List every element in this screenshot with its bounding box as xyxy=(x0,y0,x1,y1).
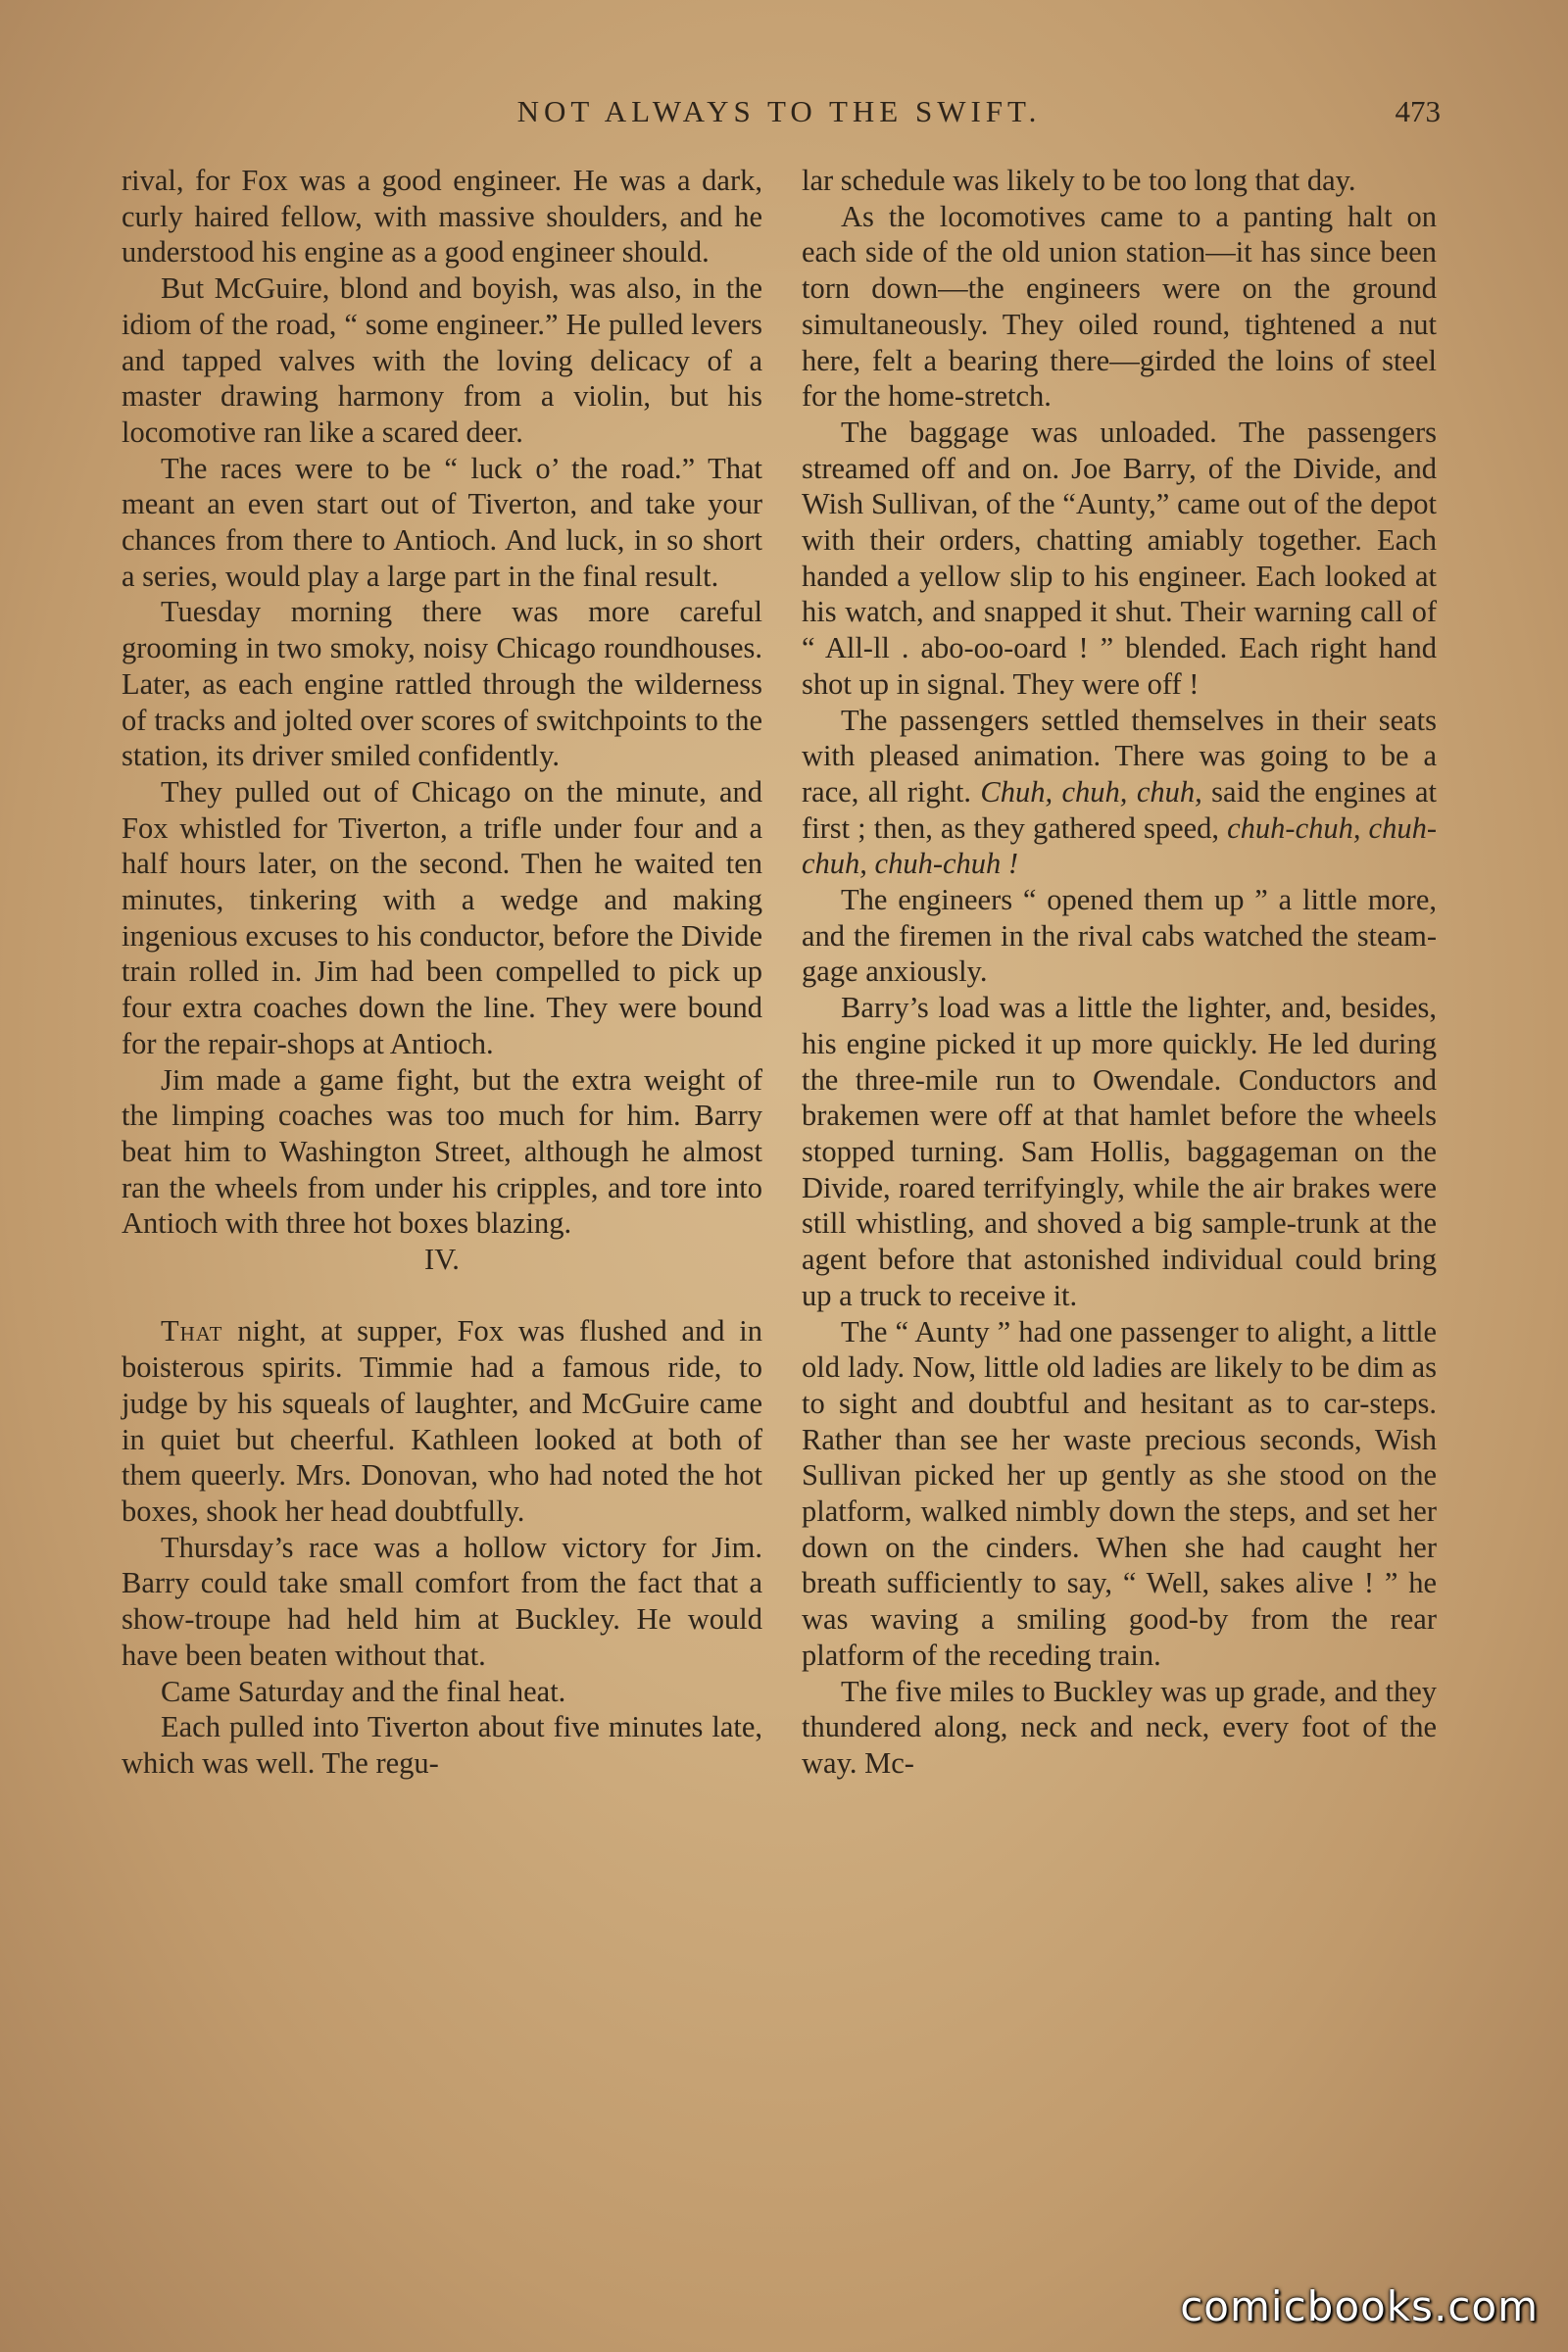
small-caps-lead: That xyxy=(161,1314,223,1348)
paragraph: The baggage was unloaded. The passengers streamed off and on. Joe Barry, of the Divide, and Wish Sullivan, of the “Aunty,” came out of the depot with their orders, chatting amiably together. Each handed a yellow slip to his engineer. Each looked at his watch, and snapped it shut. Their warning call of “ All-ll . abo-oo-oard ! ” blended. Each right hand shot up in signal. They were off ! xyxy=(802,415,1437,701)
paragraph: The engineers “ opened them up ” a little more, and the firemen in the rival cabs watched the steam-gage anxiously. xyxy=(802,883,1437,989)
paragraph: Tuesday morning there was more careful grooming in two smoky, noisy Chicago roundhouses. Later, as each engine rattled through the wilderness of tracks and jolted over scores of switchpoints to the station, its driver smiled confidently. xyxy=(122,595,762,773)
watermark: comicbooks.com xyxy=(1180,2282,1539,2330)
right-column xyxy=(802,163,1437,1782)
paragraph: As the locomotives came to a panting halt on each side of the old union station—it has since been torn down—the engineers were on the ground simultaneously. They oiled round, tightened a nut here, felt a bearing there—girded the loins of steel for the home-stretch. xyxy=(802,199,1437,414)
chapter-opening-paragraph xyxy=(122,1313,762,1529)
paragraph: The races were to be “ luck o’ the road.” That meant an even start out of Tiverton, and take your chances from there to Antioch. And luck, in so short a series, would play a large part in the final result. xyxy=(122,451,762,593)
running-title: NOT ALWAYS TO THE SWIFT. xyxy=(516,94,1042,128)
paragraph: lar schedule was likely to be too long that day. xyxy=(802,164,1356,197)
chapter-heading: IV. xyxy=(424,1243,460,1277)
left-column xyxy=(122,163,762,1782)
paragraph: They pulled out of Chicago on the minute, and Fox whistled for Tiverton, a trifle under four and a half hours later, on the second. Then he waited ten minutes, tinkering with a wedge and making ingenious excuses to his conductor, before the Divide train rolled in. Jim had been compelled to pick up four extra coaches down the line. They were bound for the repair-shops at Antioch. xyxy=(122,774,762,1060)
paragraph: But McGuire, blond and boyish, was also, in the idiom of the road, “ some engineer.” He pulled levers and tapped valves with the loving delicacy of a master drawing harmony from a violin, but his locomotive ran like a scared deer. xyxy=(122,271,762,449)
paragraph: Thursday’s race was a hollow victory for Jim. Barry could take small comfort from the fact that a show-troupe had held him at Buckley. He would have been beaten without that. xyxy=(122,1530,762,1672)
page-number: 473 xyxy=(1395,94,1441,128)
paragraph: Each pulled into Tiverton about five minutes late, which was well. The regu- xyxy=(122,1710,762,1780)
italic-text: Chuh, chuh, chuh, xyxy=(980,774,1202,808)
paragraph: Jim made a game fight, but the extra weight of the limping coaches was too much for him. Barry beat him to Washington Street, although he almost ran the wheels from under his cripples, and tore into Antioch with three hot boxes blazing. xyxy=(122,1062,762,1241)
paragraph-text: said the engines at first ; then, as they gathered speed, xyxy=(802,774,1438,845)
italic-text: chuh-chuh, chuh-chuh, chuh-chuh ! xyxy=(802,810,1437,881)
page-header xyxy=(118,90,1441,139)
paragraph xyxy=(802,703,1437,883)
paragraph: Came Saturday and the final heat. xyxy=(161,1674,566,1708)
paragraph: rival, for Fox was a good engineer. He was a dark, curly haired fellow, with massive shoulders, and he understood his engine as a good engineer should. xyxy=(122,164,762,270)
paragraph: The “ Aunty ” had one passenger to alight, a little old lady. Now, little old ladies are likely to be dim as to sight and doubtful and hesitant as to car-steps. Rather than see her waste precious seconds, Wish Sullivan picked her up gently as she stood on the platform, walked nimbly down the steps, and set her down on the cinders. When she had caught her breath sufficiently to say, “ Well, sakes alive ! ” he was waving a smiling good-by from the rear platform of the receding train. xyxy=(802,1314,1437,1672)
paragraph: The five miles to Buckley was up grade, and they thundered along, neck and neck, every foot of the way. Mc- xyxy=(802,1674,1437,1780)
paragraph: Barry’s load was a little the lighter, and, besides, his engine picked it up more quickly. He led during the three-mile run to Owendale. Conductors and brakemen were off at that hamlet before the wheels stopped turning. Sam Hollis, baggageman on the Divide, roared terrifyingly, while the air brakes were still whistling, and shoved a big sample-trunk at the agent before that astonished individual could bring up a truck to receive it. xyxy=(802,991,1437,1312)
paragraph-text: night, at supper, Fox was flushed and in boisterous spirits. Timmie had a famous ride, to judge by his squeals of laughter, and McGuire came in quiet but cheerful. Kathleen looked at both of them queerly. Mrs. Donovan, who had noted the hot boxes, shook her head doubtfully. xyxy=(122,1314,762,1528)
paragraph-text: The passengers settled themselves in their seats with pleased animation. There was going to be a race, all right. xyxy=(802,703,1437,808)
